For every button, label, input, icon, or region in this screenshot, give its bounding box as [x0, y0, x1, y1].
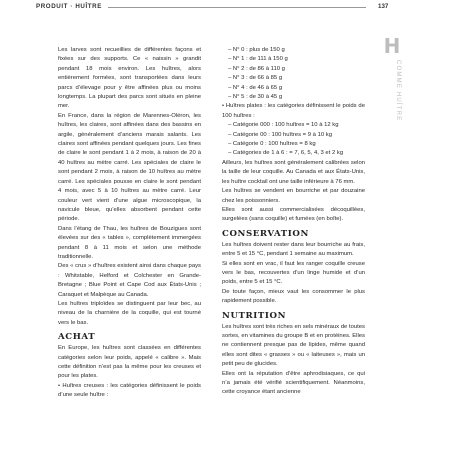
- paragraph: En Europe, les huîtres sont classées en différentes catégories selon leur poids, appelé « calibre ». Mais cette définition n’est pas la même pour les creuses et pour les plates.: [58, 345, 201, 380]
- left-column: [58, 46, 201, 401]
- paragraph: Les huîtres sont très riches en sels minéraux de toutes sortes, en vitamines du groupe B et en protéines. Elles ne contiennent presque pas de lipides, même quand elles sont dites « grasses » ou « laiteuses », mais un petit peu de glucides.: [222, 323, 365, 368]
- list-item: – N° 0 : plus de 150 g: [228, 47, 285, 53]
- list-intro-plates: • Huîtres plates : les catégories définissent le poids de 100 huîtres :: [222, 103, 365, 119]
- side-tab: [383, 36, 401, 156]
- paragraph: Elles ont la réputation d’être aphrodisiaques, ce qui n’a jamais été vérifié scientifiquement. Néanmoins, cette croyance étant ancienne: [222, 370, 365, 396]
- heading-conservation: CONSERVATION: [222, 228, 309, 239]
- list-item: – Catégorie 00 : 100 huîtres = 9 à 10 kg: [228, 131, 332, 138]
- list-item: – N° 4 : de 46 à 65 g: [228, 84, 283, 91]
- list-item: – Catégories de 1 à 6 : = 7, 6, 5, 4, 3 et 2 kg: [228, 150, 344, 157]
- list-item: – Catégorie 000 : 100 huîtres = 10 à 12 kg: [228, 122, 339, 129]
- running-header: [0, 0, 456, 14]
- side-tab-word: COMME HUÎTRE: [395, 60, 401, 122]
- paragraph: En France, dans la région de Marennes-Oléron, les huîtres, les claires, sont affinées dans des bassins en argile, généralement d’anciens marais salants. Les claires sont affinées pendant quelques jours. Les fines de claire le sont pendant 1 à 2 mois, à raison de 20 à 40 huîtres au mètre carré. Les spéciales de claire le sont pendant 2 mois, à raison de 10 huîtres au mètre carré. Les spéciales pousse en claire le sont pendant 4 mois, avec 5 à 10 huîtres au mètre carré. Leur couleur vert vient d’une algue microscopique, la navicule bleue, qu’elles absorbent pendant cette période.: [58, 112, 201, 223]
- list-item: – N° 1 : de 111 à 150 g: [228, 56, 288, 63]
- paragraph: Ailleurs, les huîtres sont généralement calibrées selon la taille de leur coquille. Au Canada et aux États-Unis, les huître cocktail ont une taille inférieure à 76 mm.: [222, 159, 365, 185]
- paragraph: Des « crus » d’huîtres existent ainsi dans chaque pays : Whitstable, Helford et Colchester en Grande-Bretagne ; Blue Point et Cape Cod aux États-Unis ; Caraquet et Malpèque au Canada.: [58, 263, 201, 298]
- list-item: – N° 2 : de 86 à 110 g: [228, 65, 285, 72]
- list-intro-creuses: • Huîtres creuses : les catégories définissent le poids d’une seule huître :: [58, 382, 201, 399]
- paragraph: Elles sont aussi commercialisées décoquillées, surgelées (sans coquille) et fumées (en boîte).: [222, 206, 365, 223]
- header-rule: [108, 7, 366, 8]
- paragraph: Si elles sont en vrac, il faut les ranger coquille creuse vers le bas, recouvertes d’un linge humide et d’un poids, entre 5 et 15 °C.: [222, 260, 365, 286]
- right-column: [222, 46, 365, 398]
- side-tab-letter: H: [383, 34, 401, 58]
- heading-nutrition: NUTRITION: [222, 310, 287, 321]
- paragraph: De toute façon, mieux vaut les consommer le plus rapidement possible.: [222, 288, 365, 305]
- list-item: – N° 3 : de 66 à 85 g: [228, 75, 283, 82]
- paragraph: Les huîtres doivent rester dans leur bourriche au frais, entre 5 et 15 °C, pendant 1 semaine au maximum.: [222, 241, 365, 258]
- paragraph: Les larves sont recueillies de différentes façons et fixées sur des supports. Ce « naissin » grandit pendant 18 mois environ. Les huîtres, alors entièrement formées, sont transportées dans leurs parcs d’élevage pour y être affinées plus ou moins longtemps. La plupart des parcs sont situés en pleine mer.: [58, 47, 201, 110]
- section-title: PRODUIT · HUÎTRE: [36, 3, 102, 10]
- paragraph: Les huîtres triploïdes se distinguent par leur bec, au niveau de la charnière de la coquille, qui est tourné vers le bas.: [58, 300, 201, 326]
- paragraph: Dans l’étang de Thau, les huîtres de Bouzigues sont élevées sur des « tables », complètement immergées pendant 8 à 11 mois et selon une méthode traditionnelle.: [58, 225, 201, 260]
- paragraph: Les huîtres se vendent en bourriche et par douzaine chez les poissonniers.: [222, 188, 365, 204]
- list-item: – N° 5 : de 30 à 45 g: [228, 94, 283, 101]
- heading-achat: ACHAT: [58, 332, 96, 343]
- page-number: 137: [378, 3, 389, 10]
- list-item: – Catégorie 0 : 100 huîtres = 8 kg: [228, 141, 316, 148]
